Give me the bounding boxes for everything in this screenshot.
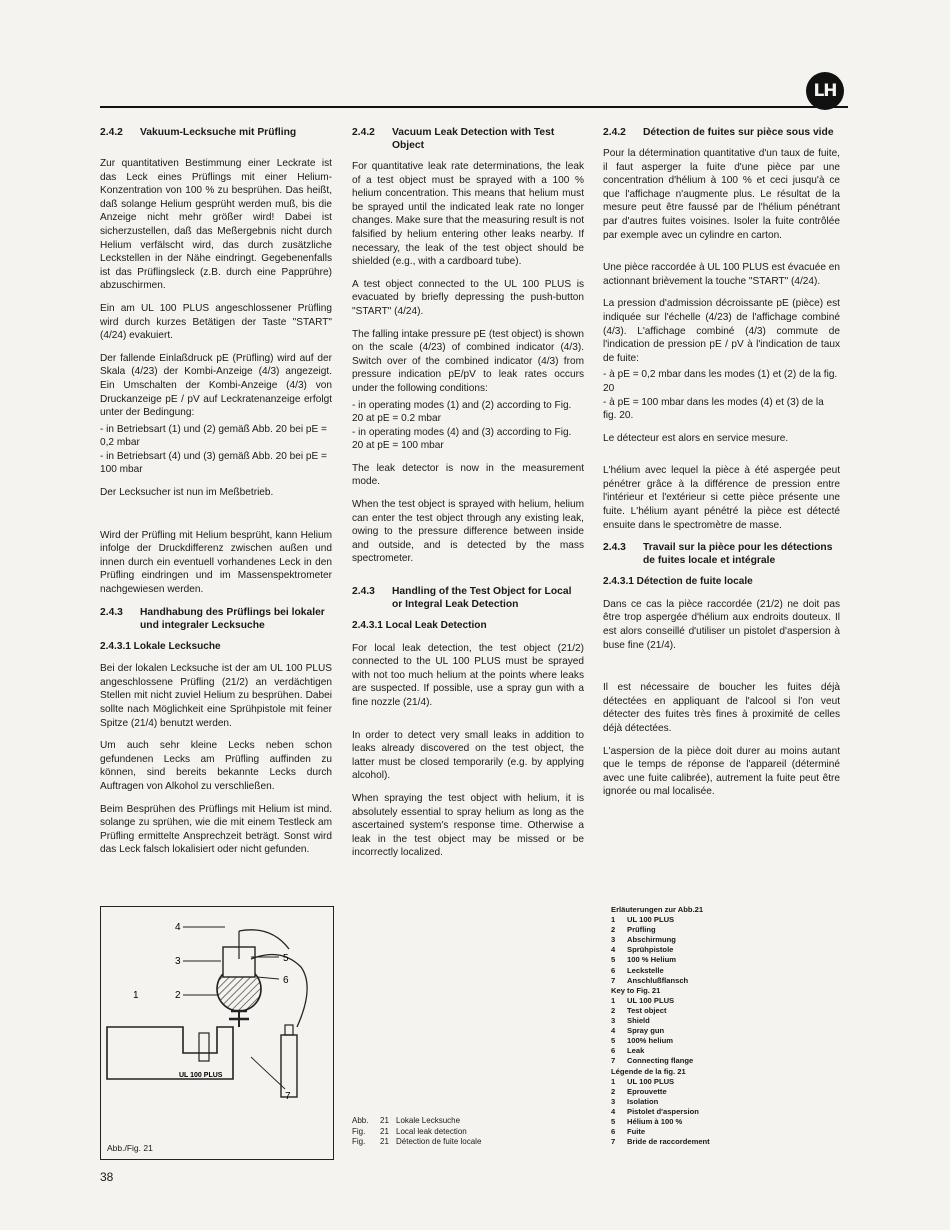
- section-heading: 2.4.2 Vacuum Leak Detection with Test Object: [352, 127, 555, 151]
- paragraph: Zur quantitativen Bestimmung einer Leckrate ist das Leck eines Prüflings mit einer Helium-Konzentration von 100 % zu besprühen. Das heißt, daß solange Helium gesprüht werden muß, bis die Anzeige nicht mehr größer wird! Dabei ist sicherzustellen, daß das Meßergebnis nicht durch Helium verfälscht wird, das durch zusätzliche Leckstellen in der Nähe eindringt. Gegebenenfalls ist das Prüflingsleck (z.B. durch eine Papprühre) abzuschirmen.: [100, 158, 332, 292]
- paragraph: The falling intake pressure pE (test object) is shown on the scale (4/23) of combined indicator (4/3). Switch over of the combined indicator (4/3) from pressure indication pE/pV to leak rates occurs under the following conditions:: [352, 328, 584, 394]
- paragraph: Une pièce raccordée à UL 100 PLUS est évacuée en actionnant brièvement la touche "START" (4/24).: [603, 262, 840, 287]
- paragraph: Bei der lokalen Lecksuche ist der am UL 100 PLUS angeschlossene Prüfling (21/2) an verdächtigen Stellen mit nicht zuviel Helium zu besprühen. Dabei sollte nach Möglichkeit eine Sprühpistole mit feiner Spitze (21/4) benutzt werden.: [100, 663, 332, 729]
- leak-detection-diagram: [101, 907, 333, 1159]
- header-rule: [100, 106, 848, 108]
- paragraph: La pression d'admission décroissante pE (pièce) est indiquée sur l'échelle (4/23) de l'affichage combiné (4/3). L'affichage combiné (4/3) commute de l'indication de pression pE / pV à l'indication de taux de fuite:: [603, 298, 840, 364]
- paragraph: A test object connected to the UL 100 PLUS is evacuated by briefly depressing the push-button "START" (4/24).: [352, 278, 584, 317]
- paragraph: L'hélium avec lequel la pièce à été aspergée peut pénétrer grâce à la différence de pression entre l'intérieur et l'extérieur si cette pièce présente une fuite. L'hélium ayant pénétré la pièce est détecté ensuite dans le spectromètre de masse.: [603, 465, 840, 531]
- condition-list: [352, 399, 584, 453]
- paragraph: Pour la détermination quantitative d'un taux de fuite, il faut asperger la fuite d'une pièce par une concentration d'hélium à 100 % et ceci jusqu'à ce que l'affichage n'augmente plus. Le résultat de la mesure peut être faussé par de l'hélium pénétrant par d'autres fuites voisines. Isoler la fuite contrôlée par exemple avec un cylindre en carton.: [603, 148, 840, 241]
- paragraph: Dans ce cas la pièce raccordée (21/2) ne doit pas être trop aspergée d'hélium aux endroits douteux. Il est alors conseillé d'utiliser un pistolet d'aspersion à buse fine (21/4).: [603, 598, 840, 651]
- subsection-heading: 2.4.3.1 Détection de fuite locale: [603, 576, 753, 588]
- device-label: UL 100 PLUS: [179, 1072, 223, 1079]
- section-heading: 2.4.3 Handling of the Test Object for Local or Integral Leak Detection: [352, 586, 572, 611]
- paragraph: The leak detector is now in the measurement mode.: [352, 462, 584, 488]
- figure-21: [100, 906, 334, 1160]
- legend-title: Erläuterungen zur Abb.21: [611, 905, 704, 914]
- caption-row: Abb. 21 Lokale Lecksuche: [352, 1116, 461, 1125]
- caption-row: Fig. 21 Local leak detection: [352, 1126, 467, 1136]
- paragraph: In order to detect very small leaks in addition to leaks already discovered on the test object, the latter must be closed temporarily (e.g. by applying alcohol).: [352, 729, 584, 782]
- list-item: - à pE = 0,2 mbar dans les modes (1) et (2) de la fig. 20: [603, 369, 838, 394]
- list-item: - in operating modes (4) and (3) according to Fig. 20 at pE = 100 mbar: [352, 426, 572, 452]
- callout-5: 5: [283, 953, 289, 964]
- condition-list: [603, 368, 840, 422]
- paragraph: Ein am UL 100 PLUS angeschlossener Prüfling wird durch kurzes Betätigen der Taste "START" (4/24) evakuiert.: [100, 302, 332, 342]
- list-item: - in operating modes (1) and (2) according to Fig. 20 at pE = 0.2 mbar: [352, 399, 572, 425]
- section-heading: 2.4.3 Travail sur la pièce pour les détections de fuites locale et intégrale: [603, 542, 833, 567]
- caption-row: Fig. 21 Détection de fuite locale: [352, 1137, 482, 1146]
- paragraph: Der fallende Einlaßdruck pE (Prüfling) wird auf der Skala (4/23) der Kombi-Anzeige (4/3) angezeigt. Ein Umschalten der Kombi-Anzeige (4/3) von Druckanzeige pE / pV auf Leckratenanzeige erfolgt unter der Bedingung:: [100, 352, 332, 419]
- paragraph: L'aspersion de la pièce doit durer au moins autant que le temps de réponse de l'appareil (déterminé avec une fuite calibrée), autrement la fuite peut être ignorée ou mal localisée.: [603, 745, 840, 798]
- legend-title: Légende de la fig. 21: [611, 1066, 686, 1076]
- condition-list: [100, 423, 332, 477]
- callout-2: 2: [175, 990, 181, 1001]
- callout-1: 1: [133, 990, 139, 1001]
- column-french: [603, 126, 840, 808]
- subsection-heading: 2.4.3.1 Lokale Lecksuche: [100, 640, 221, 652]
- paragraph: Le détecteur est alors en service mesure.: [603, 432, 789, 444]
- paragraph: Der Lecksucher ist nun im Meßbetrieb.: [100, 487, 274, 499]
- leybold-logo: LH: [806, 72, 844, 110]
- legend-title: Key to Fig. 21: [611, 985, 661, 995]
- paragraph: For local leak detection, the test object (21/2) connected to the UL 100 PLUS must be sprayed with not too much helium at the points where leaks are suspected. If possible, use a spray gun with a fine nozzle (21/4).: [352, 642, 584, 708]
- figure-captions: [352, 1116, 481, 1148]
- paragraph: When the test object is sprayed with helium, helium can enter the test object through any existing leak, owing to the pressure difference between inside and outside, and is detected by the mass spectrometer.: [352, 499, 584, 565]
- section-heading: 2.4.2 Vakuum-Lecksuche mit Prüfling: [100, 127, 297, 138]
- callout-6: 6: [283, 975, 289, 986]
- list-item: - à pE = 100 mbar dans les modes (4) et (3) de la fig. 20.: [603, 396, 824, 422]
- section-heading: 2.4.3 Handhabung des Prüflings bei lokaler und integraler Lecksuche: [100, 606, 325, 631]
- paragraph: Um auch sehr kleine Lecks neben schon gefundenen Lecks am Prüfling auffinden zu können, sind bereits bekannte Lecks durch Auftragen von Alkohol zu verschließen.: [100, 740, 332, 792]
- section-heading: 2.4.2 Détection de fuites sur pièce sous vide: [603, 127, 834, 138]
- callout-3: 3: [175, 956, 181, 967]
- paragraph: Il est nécessaire de boucher les fuites déjà détectées en appliquant de l'alcool si l'on veut détecter des fuites très fines à proximité de celles déjà détectées.: [603, 682, 840, 734]
- callout-4: 4: [175, 922, 181, 933]
- list-item: - in Betriebsart (4) und (3) gemäß Abb. 20 bei pE = 100 mbar: [100, 450, 327, 476]
- column-german: [100, 126, 332, 866]
- subsection-heading: 2.4.3.1 Local Leak Detection: [352, 620, 487, 632]
- paragraph: Wird der Prüfling mit Helium besprüht, kann Helium infolge der Druckdifferenz zwischen außen und innen durch ein eventuell vorhandenes Leck in den Prüfling eindringen und im Massenspektrometer nachgewiesen werden.: [100, 529, 332, 596]
- figure-legend: Erläuterungen zur Abb.21 1 UL 100 PLUS 2 Prüfling 3 Abschirmung 4 Sprühpistole 5 100 % Helium 6 Leckstelle 7 Anschlußflansch Key to Fig. 21 1 UL 100 PLUS 2 Test object 3 Shield 4 Spray gun 5 100% helium 6 Leak 7 Connecting flange Légende de la fig. 21 1 UL 100 PLUS 2 Eprouvette 3 Isolation 4 Pistolet d'aspersion 5 Hélium à 100 % 6 Fuite 7 Bride de raccordement: [611, 905, 710, 1147]
- paragraph: For quantitative leak rate determinations, the leak of a test object must be sprayed with a 100 % helium concentration. This means that helium must be sprayed until the indicated leak rate no longer changes. Make sure that the measuring result is not falsified by helium entering other leaks nearby. If necessary, the leak of the test object should be shielded (e.g., with a cardboard tube).: [352, 161, 584, 268]
- callout-7: 7: [285, 1091, 291, 1102]
- page-number: 38: [100, 1170, 114, 1184]
- paragraph: When spraying the test object with helium, it is absolutely essential to spray helium as long as the ascertained system's response time. Otherwise a leak in the test object may be missed or be incorrectly localized.: [352, 792, 584, 859]
- list-item: - in Betriebsart (1) und (2) gemäß Abb. 20 bei pE = 0,2 mbar: [100, 423, 327, 449]
- paragraph: Beim Besprühen des Prüflings mit Helium ist mind. solange zu sprühen, wie die mit einem Testleck am Prüfling ermittelte Ansprechzeit beträgt. Sonst wird das Leck falsch lokalisiert oder nicht gefunden.: [100, 803, 332, 856]
- figure-label: Abb./Fig. 21: [107, 1143, 153, 1153]
- column-english: [352, 126, 584, 869]
